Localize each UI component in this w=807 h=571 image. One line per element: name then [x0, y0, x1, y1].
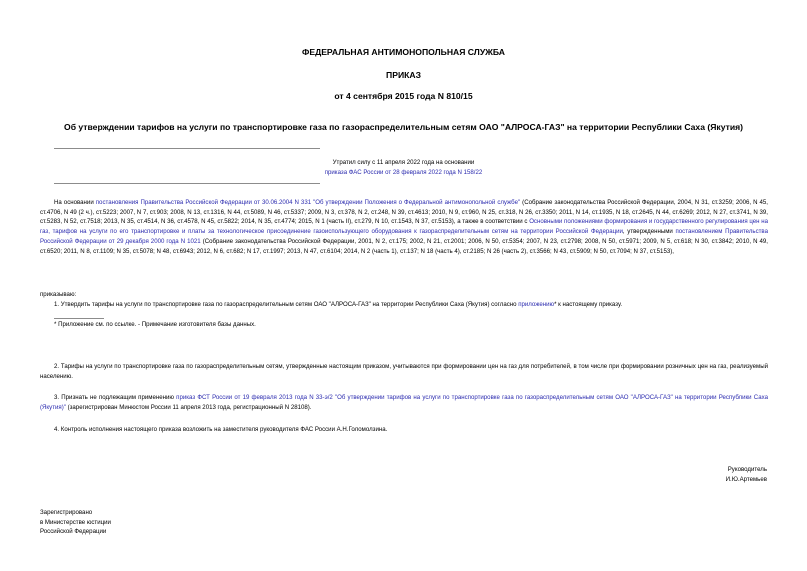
- item-3-text: 3. Признать не подлежащим применению: [54, 394, 177, 401]
- link-osnovnye-polozheniya[interactable]: Основными положениями формирования и государственного регулирования цен на газ, тарифов на услуги по его транспортировке и платы за технологическое присоединение газоиспользующего оборудования к газораспределительным сетям на территории Российской Федерации: [40, 218, 768, 236]
- status-note-link[interactable]: приказа ФАС России от 28 февраля 2022 года N 158/22: [324, 169, 483, 176]
- divider-bottom: [54, 183, 320, 184]
- item-1-tail: * к настоящему приказу.: [554, 301, 623, 308]
- signature-name: И.Ю.Артемьев: [725, 475, 767, 483]
- signature-block: [726, 465, 767, 484]
- date-number: от 4 сентября 2015 года N 810/15: [334, 91, 473, 101]
- agency-heading: ФЕДЕРАЛЬНАЯ АНТИМОНОПОЛЬНАЯ СЛУЖБА: [302, 47, 505, 57]
- item-2: 2. Тарифы на услуги по транспортировке газа по газораспределительным сетям, утвержденные настоящим приказом, учитываются при формировании цен на газ для потребителей, в том числе при формировании розничных цен на газ, реализуемый населению.: [40, 363, 768, 380]
- status-note-text: Утратил силу с 11 апреля 2022 года на основании: [332, 159, 475, 166]
- link-appendix[interactable]: приложению: [518, 301, 555, 308]
- preamble-text-1: На основании: [54, 199, 96, 206]
- link-postanovlenie-1021[interactable]: постановлением Правительства Российской Федерации от 29 декабря 2000 года N 1021: [40, 228, 768, 245]
- signature-role: Руководитель: [727, 466, 767, 473]
- divider-top: [54, 148, 320, 149]
- doc-type-heading: ПРИКАЗ: [386, 70, 421, 80]
- link-fst-order[interactable]: приказ ФСТ России от 19 февраля 2013 года N 33-э/2 "Об утверждении тарифов на услуги по транспортировке газа по газораспределительным сетям ОАО "АЛРОСА-ГАЗ" на территории Республики Саха (Якутия)": [40, 394, 768, 411]
- document-title: Об утверждении тарифов на услуги по транспортировке газа по газораспределительным сетям ОАО "АЛРОСА-ГАЗ" на территории Республики Саха (Якутия): [64, 122, 743, 132]
- registration-line-3: Российской Федерации: [40, 528, 107, 535]
- footnote-divider: [54, 318, 104, 319]
- preamble-paragraph: [40, 198, 768, 256]
- preamble-text-3: , утвержденными: [622, 228, 676, 236]
- preamble-text-4: (Собрание законодательства Российской Федерации, 2001, N 2, ст.175; 2002, N 21, ст.2001; 2006, N 50, ст.5354; 2007, N 23, ст.2798; 2008, N 50, ст.5971; 2009, N 5, ст.618; N 30, ст.3842; 2010, N 49, ст.6520; 2011, N 8, ст.1109; N 35, ст.5078; N 48, ст.6943; 2012, N 6, ст.682; N 17, ст.1997; 2013, N 47, ст.6104; 2014, N 2 (часть 1), ст.137; N 18 (часть 4), ст.2185; N 26 (часть 2), ст.3566; N 43, ст.5909; N 50, ст.7094; N 37, ст.5153),: [40, 237, 768, 255]
- item-1-text: 1. Утвердить тарифы на услуги по транспортировке газа по газораспределительным сетям ОАО "АЛРОСА-ГАЗ" на территории Республики Саха (Якутия) согласно: [54, 301, 519, 308]
- preamble-text-2: (Собрание законодательства Российской Федерации, 2004, N 31, ст.3259; 2006, N 45, ст.4706, N 49 (2 ч.), ст.5223; 2007, N 7, ст.903; 2008, N 13, ст.1316, N 44, ст.5089, N 46, ст.5337; 2009, N 3, ст.378, N 2, ст.248, N 39, ст.4613; 2010, N 9, ст.960, N 25, ст.318, N 26, ст.3350; 2011, N 14, ст.1935, N 18, ст.2645, N 44, ст.6269; 2012, N 27, ст.3741, N 39, ст.5283, N 52, ст.7518; 2013, N 35, ст.4514, N 36, ст.4578, N 45, ст.5822; 2014, N 35, ст.4774; 2015, N 1 (часть II), ст.279, N 10, ст.1543, N 37, ст.5153), а также в соответствии с: [40, 199, 768, 226]
- item-4: 4. Контроль исполнения настоящего приказа возложить на заместителя руководителя ФАС России А.Н.Голомолзина.: [54, 426, 388, 433]
- registration-line-2: в Министерстве юстиции: [40, 518, 111, 526]
- item-3: [40, 393, 768, 412]
- link-postanovlenie-331[interactable]: постановления Правительства Российской Федерации от 30.06.2004 N 331 "Об утверждении Положения о Федеральной антимонопольной службе": [95, 199, 521, 206]
- registration-block: [40, 508, 111, 537]
- registration-line-1: Зарегистрировано: [40, 509, 93, 516]
- footnote: * Приложение см. по ссылке. - Примечание изготовителя базы данных.: [54, 321, 256, 328]
- item-3-tail: (зарегистрирован Минюстом России 11 апреля 2013 года, регистрационный N 28108).: [65, 403, 312, 411]
- item-1: [40, 300, 768, 310]
- order-word: приказываю:: [40, 291, 77, 298]
